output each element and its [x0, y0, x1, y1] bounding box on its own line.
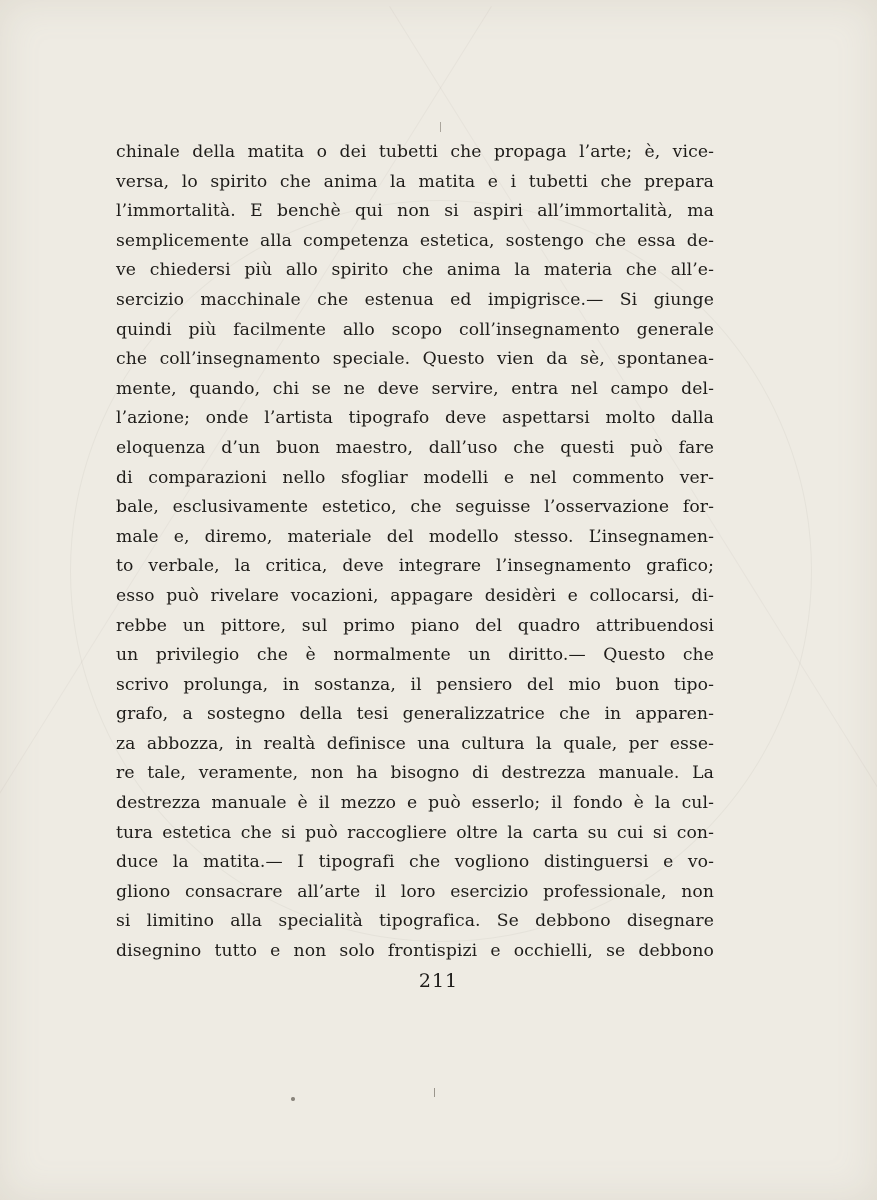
- page-mark-top: [440, 122, 441, 132]
- text-line: destrezza manuale è il mezzo e può esserlo; il fondo è la cul-: [116, 793, 714, 814]
- text-line: rebbe un pittore, sul primo piano del quadro attribuendosi: [116, 615, 714, 636]
- text-line: mente, quando, chi se ne deve servire, entra nel campo del-: [116, 378, 714, 399]
- text-line: sercizio macchinale che estenua ed impigrisce.— Si giunge: [116, 289, 714, 310]
- page-mark-bottom: [434, 1088, 435, 1097]
- text-line: l’azione; onde l’artista tipografo deve aspettarsi molto dalla: [116, 408, 714, 429]
- text-line: bale, esclusivamente estetico, che seguisse l’osservazione for-: [116, 497, 714, 518]
- text-line: ve chiedersi più allo spirito che anima la materia che all’e-: [116, 260, 714, 281]
- text-line: semplicemente alla competenza estetica, sostengo che essa de-: [116, 230, 714, 251]
- page-number: 211: [418, 970, 459, 992]
- text-line: chinale della matita o dei tubetti che propaga l’arte; è, vice-: [116, 142, 714, 162]
- text-line: male e, diremo, materiale del modello stesso. L’insegnamen-: [116, 526, 714, 547]
- text-line: che coll’insegnamento speciale. Questo vien da sè, spontanea-: [116, 349, 714, 370]
- text-line: l’immortalità. E benchè qui non si aspiri all’immortalità, ma: [116, 201, 714, 222]
- text-line: eloquenza d’un buon maestro, dall’uso che questi può fare: [116, 437, 714, 458]
- text-line: di comparazioni nello sfogliar modelli e nel commento ver-: [116, 467, 714, 488]
- text-line: versa, lo spirito che anima la matita e i tubetti che prepara: [116, 171, 714, 192]
- text-line: za abbozza, in realtà definisce una cultura la quale, per esse-: [116, 733, 714, 754]
- text-line: si limitino alla specialità tipografica. Se debbono disegnare: [116, 911, 714, 932]
- text-line: un privilegio che è normalmente un diritto.— Questo che: [116, 645, 714, 666]
- text-line: esso può rivelare vocazioni, appagare desidèri e collocarsi, di-: [116, 585, 714, 606]
- text-line: quindi più facilmente allo scopo coll’insegnamento generale: [116, 319, 714, 340]
- text-line: re tale, veramente, non ha bisogno di destrezza manuale. La: [116, 763, 714, 784]
- text-line: gliono consacrare all’arte il loro esercizio professionale, non: [116, 881, 714, 902]
- text-line: duce la matita.— I tipografi che vogliono distinguersi e vo-: [116, 852, 714, 873]
- body-text: [116, 138, 714, 967]
- text-line: scrivo prolunga, in sostanza, il pensiero del mio buon tipo-: [116, 674, 714, 695]
- ink-speck: [291, 1097, 295, 1101]
- text-line: disegnino tutto e non solo frontispizi e occhielli, se debbono: [116, 941, 714, 962]
- text-line: to verbale, la critica, deve integrare l’insegnamento grafico;: [116, 556, 714, 577]
- text-line: tura estetica che si può raccogliere oltre la carta su cui si con-: [116, 822, 714, 843]
- text-line: grafo, a sostegno della tesi generalizzatrice che in apparen-: [116, 704, 714, 725]
